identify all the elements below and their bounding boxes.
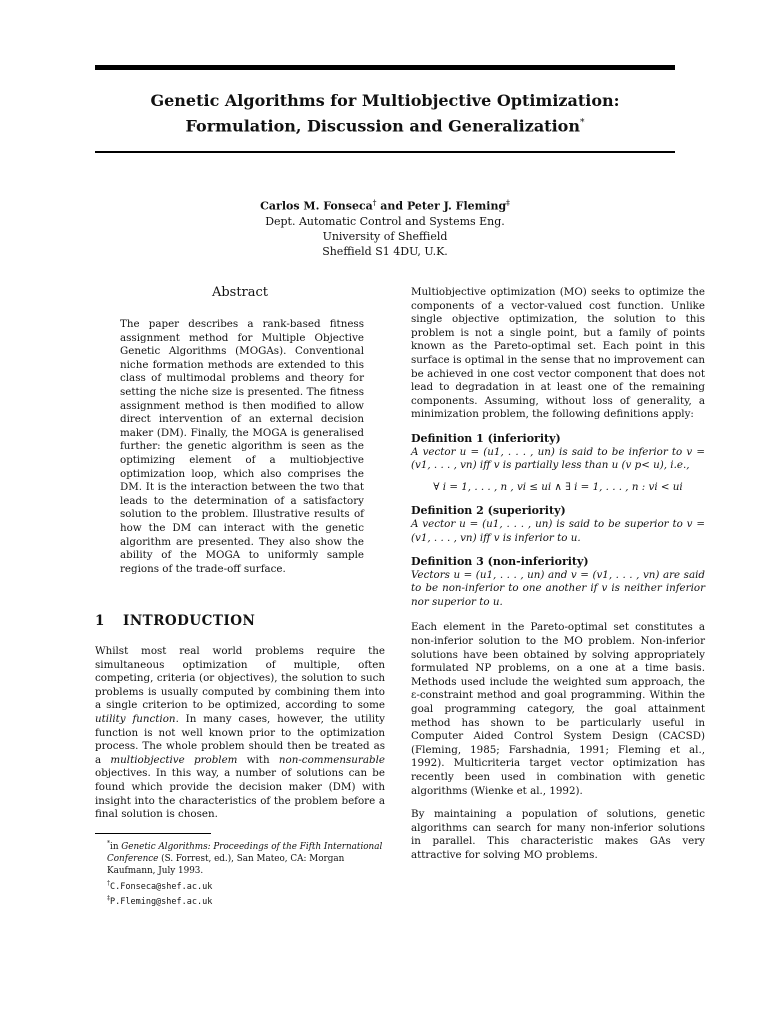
- email-fonseca: C.Fonseca@shef.ac.uk: [110, 881, 213, 892]
- author-dept: Dept. Automatic Control and Systems Eng.: [265, 214, 505, 228]
- pareto-paragraph: Each element in the Pareto-optimal set constitutes a non-inferior solution to the MO problem. Non-inferior solutions have been obtained by solving appropriately formulated NP problems, on a one at a time basis. Methods used include the weighted sum approach, the ε-constraint method and goal programming. Within the goal programming category, the goal attainment method has shown to be particularly useful in Computer Aided Control System Design (CACSD) (Fleming, 1985; Farshadnia, 1991; Fleming et al., 1992). Multicriteria target vector optimization has recently been used in combination with genetic algorithms (Wienke et al., 1992).: [411, 621, 705, 797]
- email-fleming: P.Fleming@shef.ac.uk: [110, 896, 213, 907]
- section-heading-introduction: 1 INTRODUCTION: [95, 613, 256, 629]
- abstract-body: The paper describes a rank-based fitness assignment method for Multiple Objective Genetic Algorithms (MOGAs). Conventional niche formation methods are extended to this class of multimodal problems and theory for setting the niche size is presented. The fitness assignment method is then modified to allow direct intervention of an external decision maker (DM). Finally, the MOGA is generalised further: the genetic algorithm is seen as the optimizing element of a multiobjective optimization loop, which also comprises the DM. It is the interaction between the two that leads to the determination of a satisfactory solution to the problem. Illustrative results of how the DM can interact with the genetic algorithm are presented. They also show the ability of the MOGA to uniformly sample regions of the trade-off surface.: [120, 318, 364, 575]
- footnote-3: ‡P.Fleming@shef.ac.uk: [107, 894, 213, 907]
- definition-2-heading: Definition 2 (superiority): [411, 504, 566, 518]
- title-line-2: Formulation, Discussion and Generalization*: [185, 116, 585, 136]
- paper-title: [95, 90, 675, 137]
- title-rule: [95, 151, 675, 153]
- author-block: [95, 195, 675, 259]
- abstract-heading: Abstract: [211, 285, 269, 300]
- definition-2-body: A vector u = (u1, . . . , un) is said to be superior to v = (v1, . . . , vn) iff v is inferior to u.: [411, 517, 705, 544]
- footnotes: [95, 838, 385, 908]
- definition-1-heading: Definition 1 (inferiority): [411, 431, 561, 445]
- definition-1-body: A vector u = (u1, . . . , un) is said to be inferior to v = (v1, . . . , vn) iff v is partially less than u (v p< u), i.e.,: [411, 445, 705, 472]
- author-address: Sheffield S1 4DU, U.K.: [322, 244, 448, 258]
- footnote-rule: [95, 833, 211, 834]
- author-university: University of Sheffield: [322, 229, 448, 243]
- top-rule: [95, 65, 675, 70]
- title-footnote-mark: *: [579, 118, 585, 128]
- ga-paragraph: By maintaining a population of solutions, genetic algorithms can search for many non-inferior solutions in parallel. This characteristic makes GAs very attractive for solving MO problems.: [411, 808, 705, 861]
- title-line-1: Genetic Algorithms for Multiobjective Optimization:: [150, 91, 620, 110]
- footnote-1: *in Genetic Algorithms: Proceedings of the Fifth International Conference (S. Forrest, ed.), San Mateo, CA: Morgan Kaufmann, July 1993.: [107, 840, 383, 877]
- introduction-paragraph: Whilst most real world problems require the simultaneous optimization of multiple, often competing, criteria (or objectives), the solution to such problems is usually computed by combining them into a single criterion to be optimized, according to some utility function. In many cases, however, the utility function is not well known prior to the optimization process. The whole problem should then be treated as a multiobjective problem with non-commensurable objectives. In this way, a number of solutions can be found which provide the decision maker (DM) with insight into the characteristics of the problem before a final solution is chosen.: [95, 645, 386, 821]
- definition-3-body: Vectors u = (u1, . . . , un) and v = (v1, . . . , vn) are said to be non-inferior to one another if v is neither inferior nor superior to u.: [411, 568, 705, 608]
- footnote-2: †C.Fonseca@shef.ac.uk: [107, 879, 213, 892]
- definition-3-heading: Definition 3 (non-inferiority): [411, 555, 589, 569]
- author-names: Carlos M. Fonseca† and Peter J. Fleming‡: [260, 198, 510, 213]
- definition-1-formula: ∀ i = 1, . . . , n , vi ≤ ui ∧ ∃ i = 1, . . . , n : vi < ui: [433, 480, 683, 493]
- right-column: [411, 286, 705, 863]
- mo-paragraph: Multiobjective optimization (MO) seeks to optimize the components of a vector-valued cost function. Unlike single objective optimization, the solution to this problem is not a single point, but a family of points known as the Pareto-optimal set. Each point in this surface is optimal in the sense that no improvement can be achieved in one cost vector component that does not lead to degradation in at least one of the remaining components. Assuming, without loss of generality, a minimization problem, the following definitions apply:: [411, 286, 705, 421]
